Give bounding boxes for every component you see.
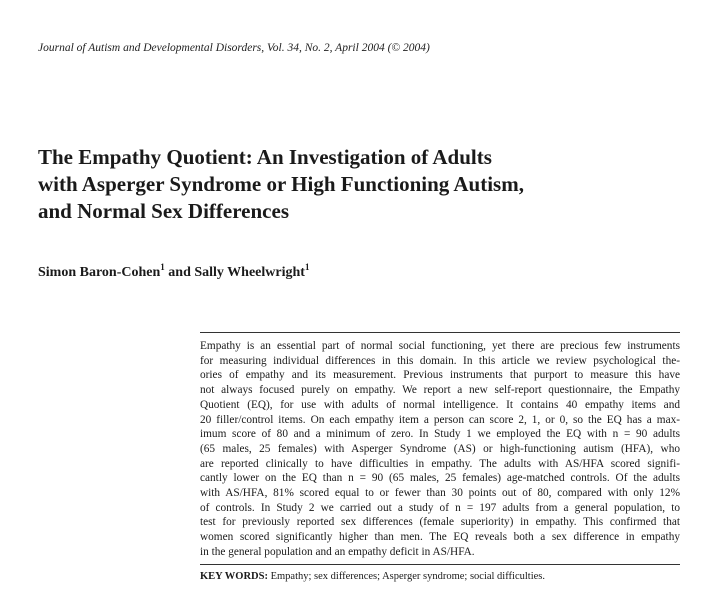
- journal-citation: Journal of Autism and Developmental Disorders, Vol. 34, No. 2, April 2004 (© 2004): [38, 42, 430, 54]
- keywords-text: Empathy; sex differences; Asperger syndrome; social difficulties.: [267, 571, 545, 582]
- paper-title: [38, 144, 678, 225]
- abstract-line: Quotient (EQ), for use with adults of normal intelligence. It contains 40 empathy items and: [200, 398, 680, 411]
- abstract-line: women scored significantly higher than men. The EQ reveals both a sex difference in empathy: [200, 531, 680, 544]
- abstract-line: 20 filler/control items. On each empathy item a person can score 2, 1, or 0, so the EQ has a max-: [200, 413, 680, 426]
- author-name: Sally Wheelwright: [194, 265, 305, 280]
- abstract-line: not always focused purely on empathy. We report a new self-report questionnaire, the Empathy: [200, 384, 680, 397]
- author-connector: and: [164, 265, 195, 280]
- affiliation-marker: 1: [304, 262, 310, 272]
- affiliation-marker: 1: [160, 262, 165, 272]
- abstract: [200, 339, 680, 560]
- author-name: Simon Baron-Cohen: [38, 265, 161, 280]
- keywords-label: KEY WORDS:: [200, 571, 268, 582]
- abstract-bottom-rule: [200, 564, 680, 565]
- abstract-line: Empathy is an essential part of normal social functioning, yet there are precious few instruments: [200, 340, 680, 352]
- author-list: [38, 262, 309, 281]
- abstract-top-rule: [200, 332, 680, 333]
- abstract-line: imum score of 80 and a minimum of zero. In Study 1 we employed the EQ with n = 90 adults: [200, 428, 680, 441]
- title-line: with Asperger Syndrome or High Functioning Autism,: [38, 172, 524, 196]
- abstract-line: of controls. In Study 2 we carried out a study of n = 197 adults from a general population, to: [200, 501, 680, 514]
- abstract-line: cantly lower on the EQ than n = 90 (65 males, 25 females) age-matched controls. Of the adults: [200, 472, 680, 485]
- abstract-line: ories of empathy and its measurement. Previous instruments that purport to measure this have: [200, 369, 680, 382]
- abstract-line: (65 males, 25 females) with Asperger Syndrome (AS) or high-functioning autism (HFA), who: [200, 442, 680, 455]
- title-line: The Empathy Quotient: An Investigation of Adults: [38, 145, 492, 169]
- keywords: [200, 571, 680, 582]
- abstract-line: test for previously reported sex differences (female superiority) in empathy. This confirmed that: [200, 516, 680, 529]
- abstract-line: for measuring individual differences in this domain. In this article we review psychological the-: [200, 354, 680, 367]
- abstract-line: in the general population and an empathy deficit in AS/HFA.: [200, 545, 475, 558]
- title-line: and Normal Sex Differences: [38, 199, 289, 223]
- abstract-line: with AS/HFA, 81% scored equal to or fewer than 30 points out of 80, compared with only 12%: [200, 487, 680, 500]
- abstract-line: are reported clinically to have difficulties in empathy. The adults with AS/HFA scored signifi-: [200, 457, 680, 470]
